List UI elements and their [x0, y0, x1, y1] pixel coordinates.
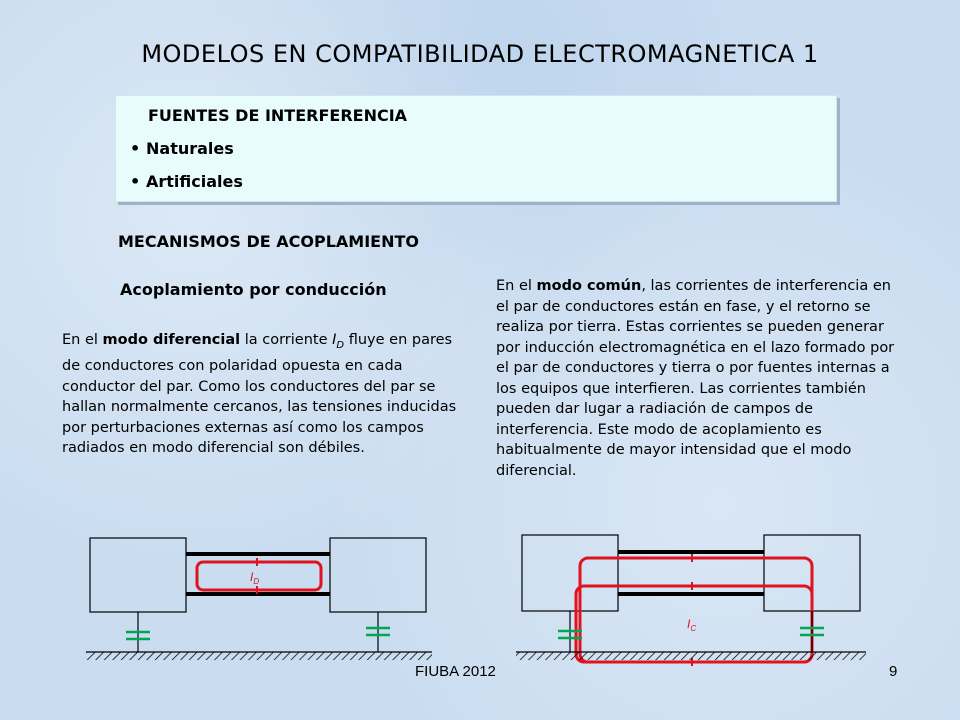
sources-item: • Artificiales — [130, 172, 243, 191]
conduction-heading: Acoplamiento por conducción — [120, 280, 387, 299]
id-label: $I_D$ — [250, 570, 260, 586]
page-number: 9 — [889, 663, 898, 680]
equipment-box-right — [330, 538, 426, 612]
bullet-icon: • — [130, 172, 141, 191]
differential-mode-diagram — [86, 538, 432, 660]
equipment-box-left — [522, 535, 618, 611]
equipment-box-left — [90, 538, 186, 612]
slide-title: MODELOS EN COMPATIBILIDAD ELECTROMAGNETICA 1 — [141, 40, 819, 68]
footer-org: FIUBA 2012 — [415, 663, 496, 680]
common-mode-diagram — [516, 535, 866, 666]
sources-heading: FUENTES DE INTERFERENCIA — [148, 106, 408, 125]
bullet-icon: • — [130, 139, 141, 158]
sources-item: • Naturales — [130, 139, 234, 158]
common-mode-paragraph: En el modo común, las corrientes de interferencia en el par de conductores están en fase, y el retorno se realiza por tierra. Estas corrientes se pueden generar por inducción electromagnética en el lazo formado por el par de conductores y tierra o por fuentes internas a los equipos que interfieren. Las corrientes también pueden dar lugar a radiación de campos de interferencia. Este modo de acoplamiento es habitualmente de mayor intensidad que el modo diferencial. — [496, 278, 895, 479]
ic-label: $I_C$ — [687, 617, 697, 633]
mechanisms-heading: MECANISMOS DE ACOPLAMIENTO — [118, 232, 419, 251]
differential-mode-paragraph: En el modo diferencial la corriente $I_D$ fluye en pares de conductores con polaridad opuesta en cada conductor del par. Como los conductores del par se hallan normalmente cercanos, las tensiones inducidas por perturbaciones externas así como los campos radiados en modo diferencial son débiles. — [62, 332, 457, 457]
common-current-loop-outer — [580, 558, 812, 662]
